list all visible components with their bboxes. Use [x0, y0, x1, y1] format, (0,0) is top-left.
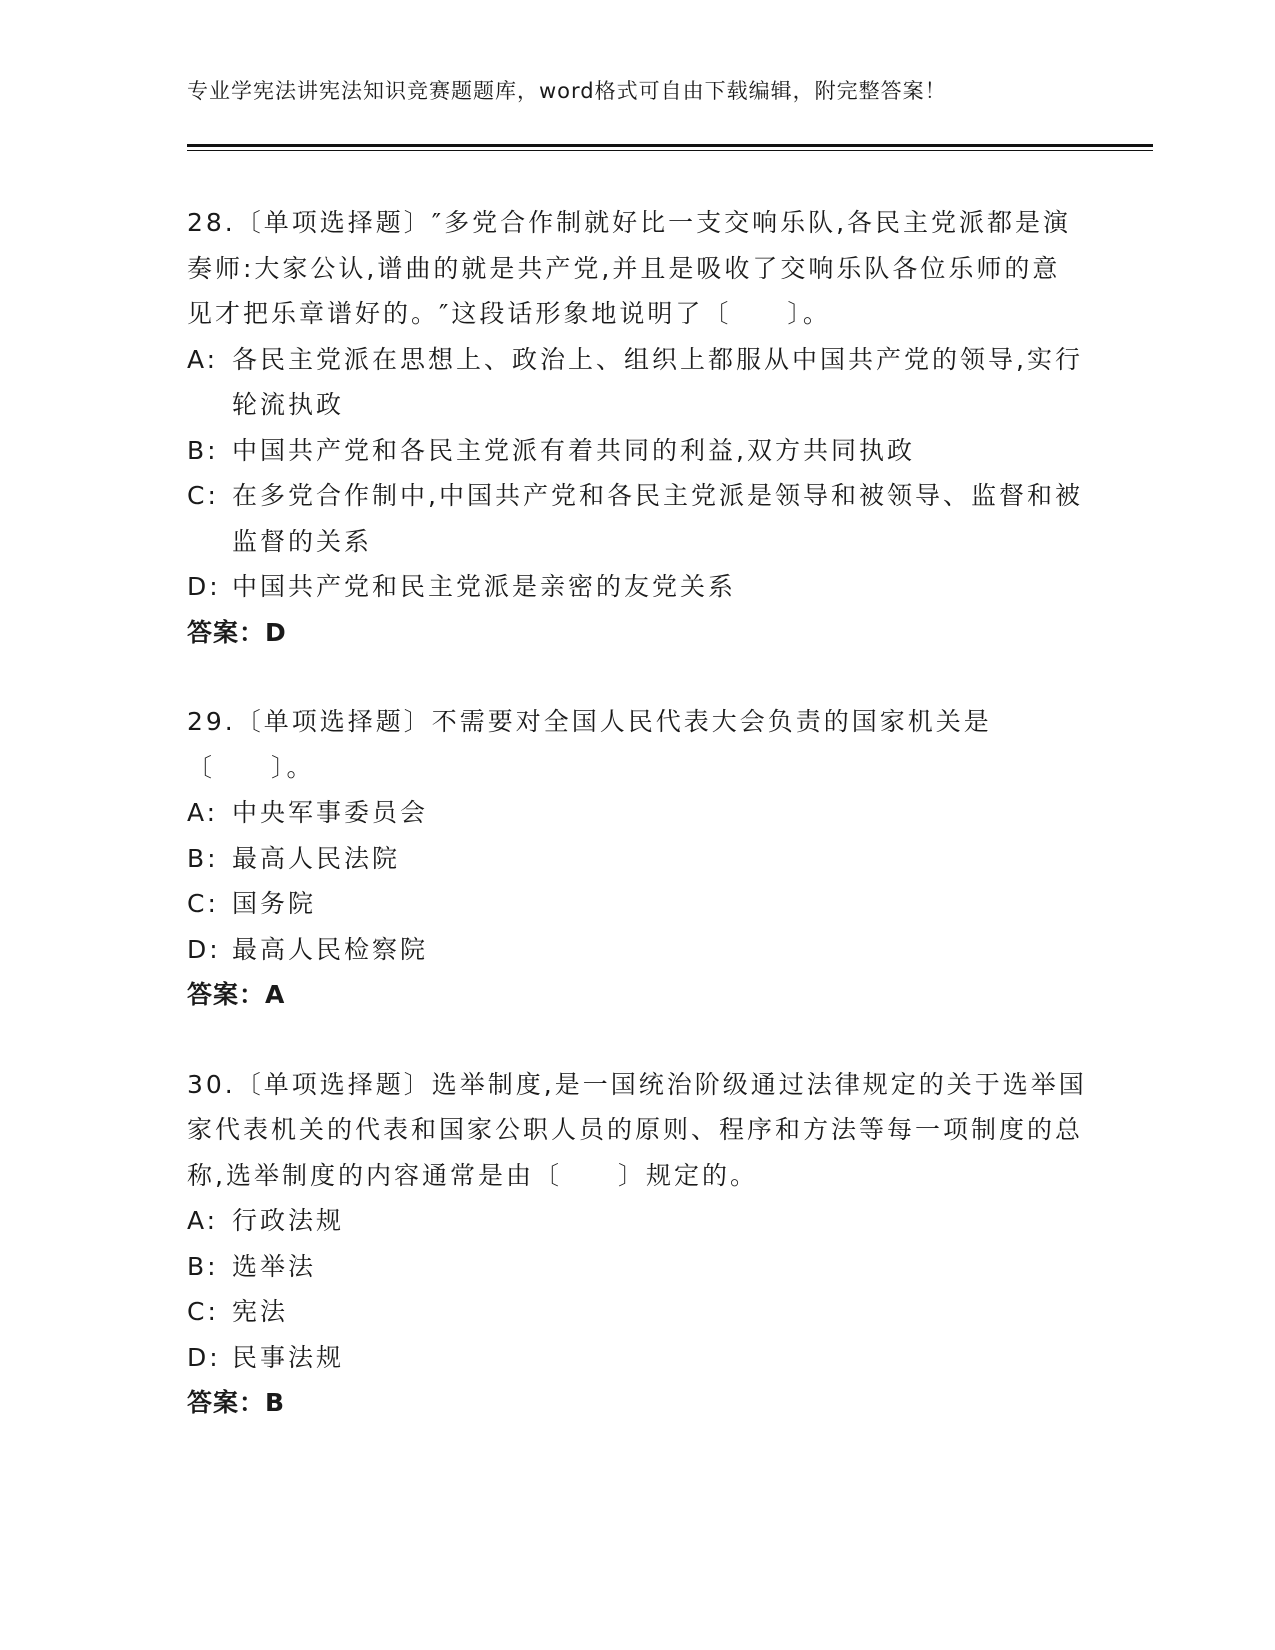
question-list	[187, 200, 1087, 1470]
option-text: 中国共产党和各民主党派有着共同的利益,双方共同执政	[232, 435, 915, 465]
header-divider-thick	[187, 144, 1153, 147]
option-text: 行政法规	[232, 1206, 345, 1235]
option-b	[187, 836, 1087, 882]
option-letter: A:	[187, 344, 219, 374]
option-letter: B:	[187, 843, 219, 873]
option-c	[187, 473, 1087, 564]
option-d	[187, 1335, 1087, 1381]
document-header: 专业学宪法讲宪法知识竞赛题题库，word格式可自由下载编辑，附完整答案！	[187, 79, 947, 103]
option-text: 在多党合作制中,中国共产党和各民主党派是领导和被领导、监督和被监督的关系	[232, 481, 1083, 556]
option-d	[187, 564, 1087, 610]
option-letter: B:	[187, 1251, 219, 1281]
question-stem: 29.〔单项选择题〕不需要对全国人民代表大会负责的国家机关是〔 〕。	[187, 707, 992, 782]
option-text: 选举法	[232, 1251, 317, 1281]
option-a	[187, 790, 1087, 836]
option-letter: D:	[187, 572, 221, 601]
question-stem: 30.〔单项选择题〕选举制度,是一国统治阶级通过法律规定的关于选举国家代表机关的代表和国家公职人员的原则、程序和方法等每一项制度的总称,选举制度的内容通常是由〔 〕规定的。	[187, 1069, 1087, 1190]
option-b	[187, 1244, 1087, 1290]
option-text: 民事法规	[232, 1342, 345, 1372]
option-letter: A:	[187, 1206, 219, 1235]
option-letter: A:	[187, 798, 219, 827]
option-letter: D:	[187, 934, 221, 964]
answer-line: 答案：D	[187, 617, 287, 647]
option-d	[187, 927, 1087, 973]
question-stem: 28.〔单项选择题〕″多党合作制就好比一支交响乐队,各民主党派都是演奏师:大家公认,谱曲的就是共产党,并且是吸收了交响乐队各位乐师的意见才把乐章谱好的。″这段话形象地说明了〔 〕。	[187, 208, 1072, 328]
option-a	[187, 337, 1087, 428]
option-text: 宪法	[232, 1297, 289, 1326]
option-letter: B:	[187, 435, 219, 465]
answer-line: 答案：A	[187, 980, 286, 1009]
option-letter: D:	[187, 1342, 221, 1372]
answer-line: 答案：B	[187, 1388, 286, 1417]
option-letter: C:	[187, 481, 219, 510]
option-b	[187, 428, 1087, 474]
question-30	[187, 1062, 1087, 1426]
option-text: 各民主党派在思想上、政治上、组织上都服从中国共产党的领导,实行轮流执政	[232, 344, 1083, 419]
option-text: 中国共产党和民主党派是亲密的友党关系	[232, 572, 737, 601]
question-29	[187, 699, 1087, 1018]
option-text: 国务院	[232, 889, 317, 918]
header-divider-thin	[187, 150, 1153, 151]
option-text: 最高人民法院	[232, 843, 401, 873]
question-28	[187, 200, 1087, 655]
option-text: 中央军事委员会	[232, 798, 429, 827]
option-text: 最高人民检察院	[232, 934, 429, 964]
option-letter: C:	[187, 1297, 219, 1326]
option-c	[187, 881, 1087, 927]
option-letter: C:	[187, 889, 219, 918]
option-a	[187, 1198, 1087, 1244]
option-c	[187, 1289, 1087, 1335]
